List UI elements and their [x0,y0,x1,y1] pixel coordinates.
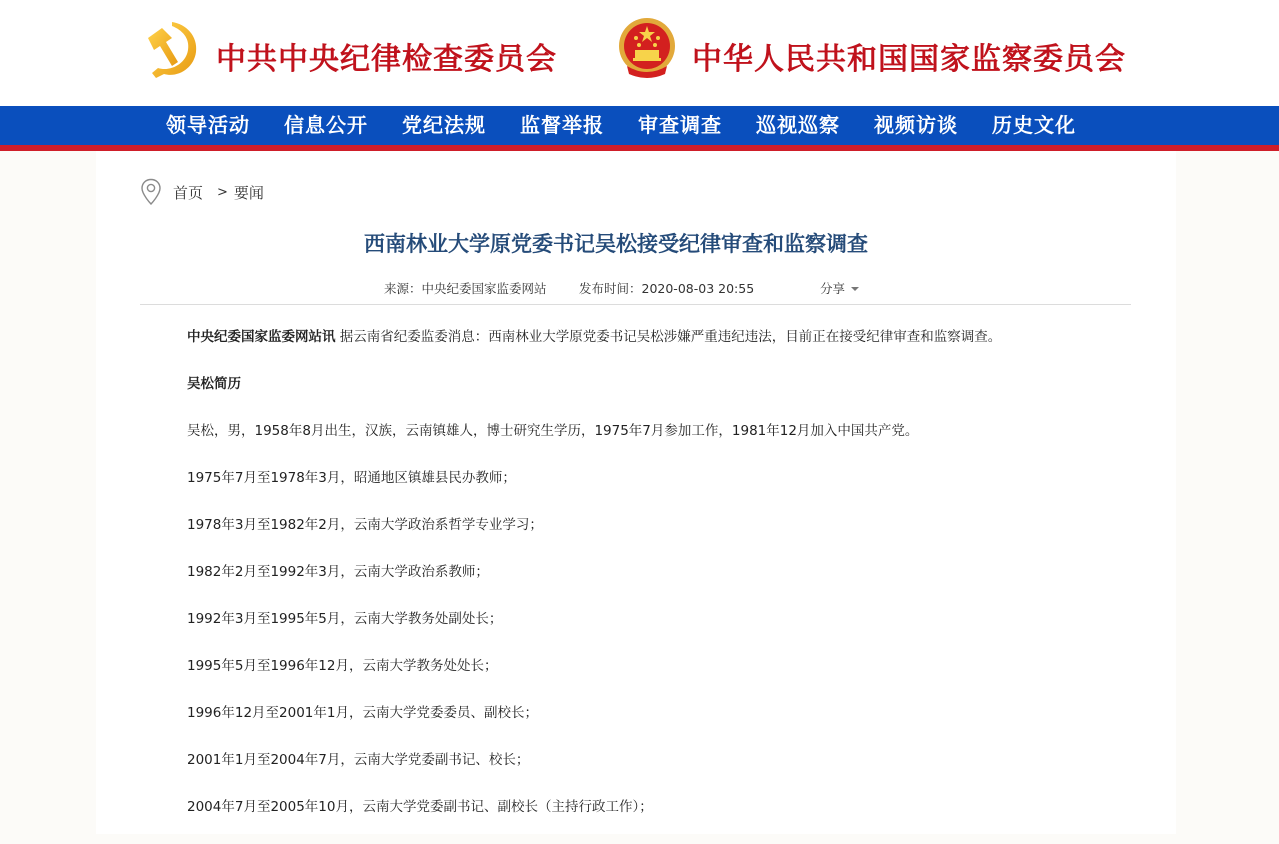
breadcrumb [140,178,264,206]
lead-text: 据云南省纪委监委消息：西南林业大学原党委书记吴松涉嫌严重违纪违法，目前正在接受纪律审查和监察调查。 [335,329,1002,345]
share-dropdown[interactable] [820,279,859,297]
article-title: 西南林业大学原党委书记吴松接受纪律审查和监察调查 [364,232,868,256]
bio-intro: 吴松，男，1958年8月出生，汉族，云南镇雄人，博士研究生学历，1975年7月参加工作，1981年12月加入中国共产党。 [187,423,919,439]
cpc-commission-title[interactable]: 中共中央纪律检查委员会 [216,42,557,77]
share-label: 分享 [820,281,846,296]
nav-item-inspection[interactable]: 巡视巡察 [756,113,840,137]
career-item: 1995年5月至1996年12月，云南大学教务处处长； [187,658,498,674]
career-item: 1982年2月至1992年3月，云南大学政治系教师； [187,564,489,580]
national-commission-title[interactable]: 中华人民共和国国家监察委员会 [692,42,1126,77]
breadcrumb-separator: > [217,184,228,200]
career-item: 2004年7月至2005年10月，云南大学党委副书记、副校长（主持行政工作）； [187,799,653,815]
breadcrumb-current-link[interactable]: 要闻 [233,183,264,202]
bio-heading: 吴松简历 [187,376,241,392]
career-item: 1975年7月至1978年3月，昭通地区镇雄县民办教师； [187,470,516,486]
article-source: 来源：中央纪委国家监委网站 [384,281,547,296]
location-pin-icon [140,178,162,206]
site-header [0,0,1279,106]
career-item: 1992年3月至1995年5月，云南大学教务处副处长； [187,611,503,627]
nav-item-regulations[interactable]: 党纪法规 [402,113,486,137]
lead-paragraph [187,327,1087,374]
lead-source-label: 中央纪委国家监委网站讯 [187,329,336,345]
article-body [187,327,1087,844]
title-divider [140,304,1131,305]
main-nav [0,106,1279,145]
nav-item-investigation[interactable]: 审查调查 [638,113,722,137]
party-emblem-icon[interactable] [142,18,202,80]
nav-item-video[interactable]: 视频访谈 [874,113,958,137]
chevron-down-icon [851,287,859,291]
publish-time: 发布时间：2020-08-03 20:55 [579,281,755,296]
nav-item-information[interactable]: 信息公开 [284,113,368,137]
article-container [96,151,1176,834]
career-item: 2001年1月至2004年7月，云南大学党委副书记、校长； [187,752,530,768]
national-emblem-icon[interactable] [617,16,677,82]
career-item: 1978年3月至1982年2月，云南大学政治系哲学专业学习； [187,517,543,533]
nav-item-report[interactable]: 监督举报 [520,113,604,137]
breadcrumb-home-link[interactable]: 首页 [173,183,204,202]
career-item: 1996年12月至2001年1月，云南大学党委委员、副校长； [187,705,538,721]
nav-item-history[interactable]: 历史文化 [992,113,1076,137]
nav-item-leadership[interactable]: 领导活动 [166,113,250,137]
